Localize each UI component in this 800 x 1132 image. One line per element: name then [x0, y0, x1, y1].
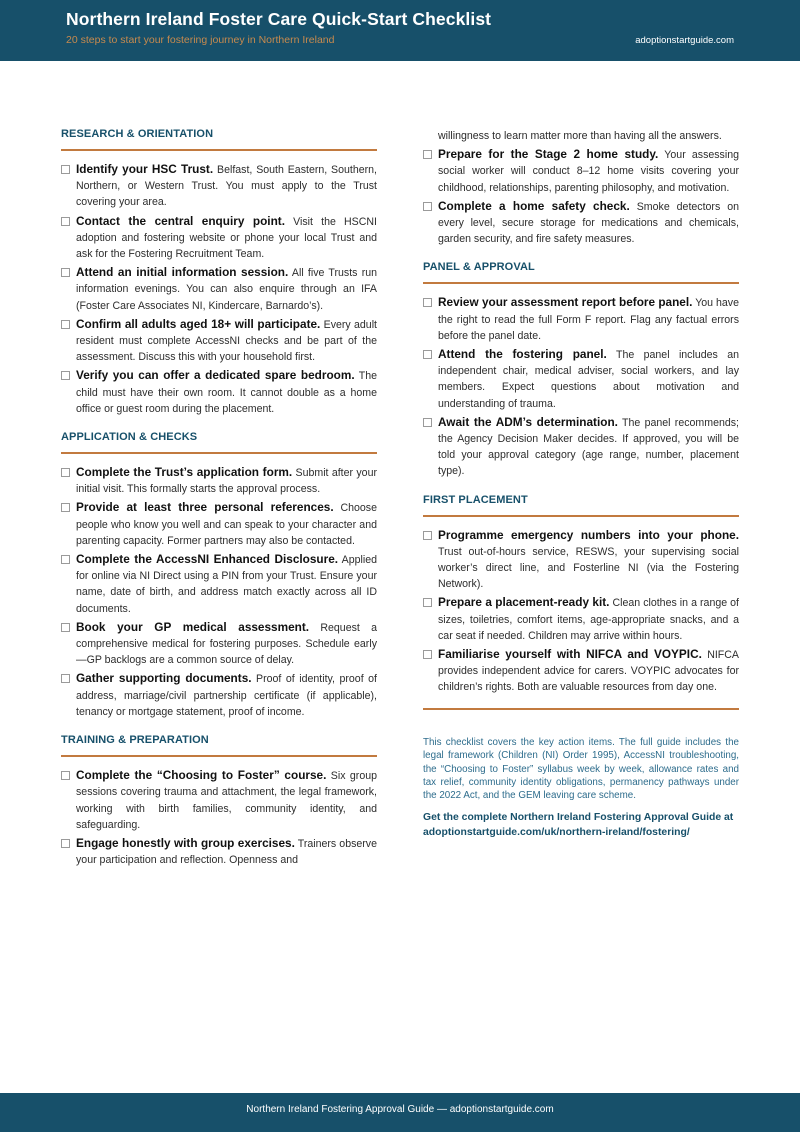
checklist-item[interactable]: Prepare for the Stage 2 home study. Your assessing social worker will conduct 8–12 home visits covering your childhood, relationships, parenting philosophy, and motivation. — [423, 146, 739, 196]
checkbox-icon[interactable] — [423, 350, 432, 359]
checkbox-icon[interactable] — [61, 839, 70, 848]
training-list — [61, 767, 377, 868]
checklist-item[interactable]: Contact the central enquiry point. Visit the HSCNI adoption and fostering website or phone your local Trust and ask for the Fostering Recruitment Team. — [61, 213, 377, 263]
checkbox-icon[interactable] — [423, 531, 432, 540]
checkbox-icon[interactable] — [61, 674, 70, 683]
page-header — [0, 0, 800, 61]
item-continuation: willingness to learn matter more than having all the answers. — [438, 130, 722, 142]
checkbox-icon[interactable] — [61, 217, 70, 226]
application-list — [61, 464, 377, 720]
page-subtitle: 20 steps to start your fostering journey in Northern Ireland — [66, 34, 335, 46]
panel-list — [423, 294, 739, 479]
checkbox-icon[interactable] — [423, 298, 432, 307]
checklist-item[interactable]: Identify your HSC Trust. Belfast, South Eastern, Southern, Northern, or Western Trust. You must apply to the Trust covering your area. — [61, 161, 377, 211]
header-site-link[interactable]: adoptionstartguide.com — [635, 35, 734, 46]
guide-note: This checklist covers the key action items. The full guide includes the legal framework (Children (NI) Order 1995), AccessNI troubleshooting, the “Choosing to Foster” syllabus week by week, allowance rates and tax relief, community identity obligations, permanency pathways under the 2022 Act, and the GEM leaving care scheme. — [423, 736, 739, 802]
checklist-item[interactable]: Engage honestly with group exercises. Trainers observe your participation and reflection. Openness and — [61, 835, 377, 868]
checklist-item[interactable]: Book your GP medical assessment. Request a comprehensive medical for fostering purposes. Schedule early—GP backlogs are a common source of delay. — [61, 619, 377, 669]
section-heading-research: RESEARCH & ORIENTATION — [61, 128, 377, 151]
checklist-item[interactable]: Review your assessment report before panel. You have the right to read the full Form F report. Flag any factual errors before the panel date. — [423, 294, 739, 344]
checkbox-icon[interactable] — [61, 268, 70, 277]
checklist-item[interactable]: Attend an initial information session. All five Trusts run information evenings. You can also enquire through an IFA (Foster Care Associates NI, Kindercare, Barnardo’s). — [61, 264, 377, 314]
section-heading-placement: FIRST PLACEMENT — [423, 494, 739, 517]
left-column — [61, 128, 377, 870]
checkbox-icon[interactable] — [423, 202, 432, 211]
checkbox-icon[interactable] — [61, 771, 70, 780]
divider — [423, 708, 739, 710]
guide-link[interactable]: Get the complete Northern Ireland Fostering Approval Guide at adoptionstartguide.com/uk/northern-ireland/fostering/ — [423, 811, 734, 839]
checklist-item[interactable]: Await the ADM’s determination. The panel recommends; the Agency Decision Maker decides. If approved, you will be told your approval category (age range, number, placement type). — [423, 414, 739, 480]
checklist-item[interactable]: Programme emergency numbers into your phone. Trust out-of-hours service, RESWS, your supervising social worker’s direct line, and Fosterline NI (via the Fostering Network). — [423, 527, 739, 593]
checkbox-icon[interactable] — [423, 150, 432, 159]
checklist-item[interactable]: Complete the AccessNI Enhanced Disclosure. Applied for online via NI Direct using a PIN from your Trust. Ensure your name, date of birth, and address match exactly across all ID documents. — [61, 551, 377, 617]
checklist-item[interactable]: Complete the Trust’s application form. Submit after your initial visit. This formally starts the approval process. — [61, 464, 377, 497]
checklist-item[interactable]: Familiarise yourself with NIFCA and VOYPIC. NIFCA provides independent advice for carers. VOYPIC advocates for children’s rights. Both are valuable resources from day one. — [423, 646, 739, 696]
checklist-item[interactable]: Verify you can offer a dedicated spare bedroom. The child must have their own room. It cannot double as a home office or guest room during the placement. — [61, 367, 377, 417]
checkbox-icon[interactable] — [61, 468, 70, 477]
checkbox-icon[interactable] — [423, 418, 432, 427]
checklist-item[interactable]: Complete a home safety check. Smoke detectors on every level, secure storage for medications and chemicals, garden security, and fire safety measures. — [423, 198, 739, 248]
placement-list — [423, 527, 739, 696]
checklist-item[interactable]: Provide at least three personal references. Choose people who know you well and can speak to your character and parenting capacity. Former partners may also be contacted. — [61, 499, 377, 549]
page-footer: Northern Ireland Fostering Approval Guide — adoptionstartguide.com — [0, 1093, 800, 1132]
page-title: Northern Ireland Foster Care Quick-Start Checklist — [66, 9, 492, 29]
section-heading-panel: PANEL & APPROVAL — [423, 261, 739, 284]
checkbox-icon[interactable] — [61, 371, 70, 380]
checkbox-icon[interactable] — [61, 623, 70, 632]
checkbox-icon[interactable] — [61, 555, 70, 564]
checklist-item[interactable]: Prepare a placement-ready kit. Clean clothes in a range of sizes, toiletries, comfort items, age-appropriate snacks, and a car seat if needed. Children may arrive within hours. — [423, 594, 739, 644]
checklist-item[interactable]: Attend the fostering panel. The panel includes an independent chair, medical adviser, social workers, and lay members. Expect questions about motivation and understanding of trauma. — [423, 346, 739, 412]
checkbox-icon[interactable] — [61, 165, 70, 174]
section-heading-training: TRAINING & PREPARATION — [61, 734, 377, 757]
checklist-item[interactable]: Complete the “Choosing to Foster” course. Six group sessions covering trauma and attachment, the legal framework, working with birth families, community identity, and safeguarding. — [61, 767, 377, 833]
checkbox-icon[interactable] — [423, 650, 432, 659]
research-list — [61, 161, 377, 417]
section-heading-application: APPLICATION & CHECKS — [61, 431, 377, 454]
checkbox-icon[interactable] — [61, 503, 70, 512]
checklist-item[interactable]: Gather supporting documents. Proof of identity, proof of address, marriage/civil partnership certificate (if applicable), tenancy or mortgage statement, proof of income. — [61, 670, 377, 720]
right-column — [423, 128, 739, 841]
checkbox-icon[interactable] — [423, 598, 432, 607]
checklist-item[interactable]: Confirm all adults aged 18+ will participate. Every adult resident must complete AccessNI checks and be part of the assessment. Discuss this with your household first. — [61, 316, 377, 366]
checkbox-icon[interactable] — [61, 320, 70, 329]
